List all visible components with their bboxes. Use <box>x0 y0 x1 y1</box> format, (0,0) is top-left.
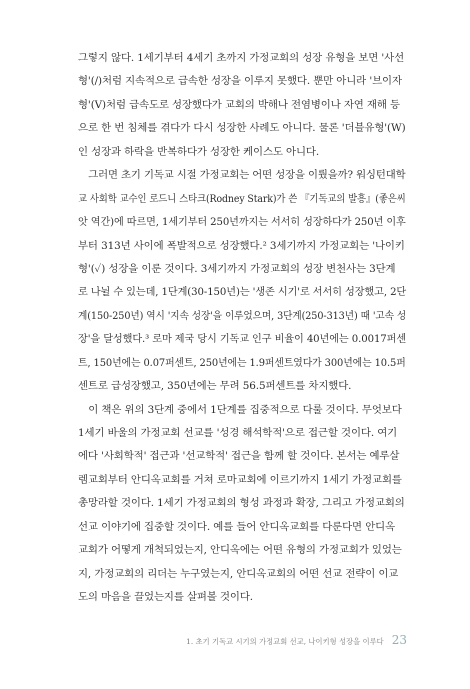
text-line: 계(150-250년) 역시 '지속 성장'을 이루었으며, 3단계(250-313년) 때 '고속 성 <box>78 309 407 322</box>
text-line: 에다 '사회학적' 접근과 '선교학적' 접근을 함께 할 것이다. 본서는 예루살 <box>78 450 400 463</box>
text-line: 지, 가정교회의 리더는 누구였는지, 안디옥교회의 어떤 선교 전략이 이교 <box>78 567 399 580</box>
text-line: 이 책은 위의 3단계 중에서 1단계를 집중적으로 다룰 것이다. 무엇보다 <box>78 403 402 416</box>
text-line: 로 나뉠 수 있는데, 1단계(30-150년)는 '생존 시기'로 서서히 성장했고, 2단 <box>78 286 407 299</box>
text-line: 선교 이야기에 집중할 것이다. 예를 들어 안디옥교회를 다룬다면 안디옥 <box>78 520 396 533</box>
text-line: 형'(✓) 성장을 이룬 것이다. 3세기까지 가정교회의 성장 변천사는 3단계 <box>78 262 396 275</box>
text-line: 부터 313년 사이에 폭발적으로 성장했다.² 3세기까지 가정교회는 '나이키 <box>78 239 405 252</box>
text-line: 그러면 초기 기독교 시절 가정교회는 어떤 성장을 이뤘을까? 워싱턴대학 <box>78 169 406 182</box>
text-line: 그렇지 않다. 1세기부터 4세기 초까지 가정교회의 성장 유형을 보면 '사선 <box>78 52 405 64</box>
text-line: 교 사회학 교수인 로드니 스타크(Rodney Stark)가 쓴 『기독교의 발흥』(좋은씨 <box>78 192 406 205</box>
text-line: 앗 역간)에 따르면, 1세기부터 250년까지는 서서히 성장하다가 250년 이후 <box>78 216 406 229</box>
running-head: 1. 초기 기독교 시기의 가정교회 선교, 나이키형 성장을 이루다 <box>186 637 384 646</box>
text-line: 총망라할 것이다. 1세기 가정교회의 형성 과정과 확장, 그리고 가정교회의 <box>78 497 405 510</box>
page-footer <box>175 633 407 647</box>
text-line: 형'(/)처럼 지속적으로 급속한 성장을 이루지 못했다. 뿐만 아니라 '브이자 <box>78 75 402 88</box>
text-line: 1세기 바울의 가정교회 선교를 '성경 해석학적'으로 접근할 것이다. 여기 <box>78 427 398 439</box>
text-line: 장'을 달성했다.³ 로마 제국 당시 기독교 인구 비율이 40년에는 0.0017퍼센 <box>78 333 407 346</box>
body-text <box>78 47 406 610</box>
text-line: 트, 150년에는 0.07퍼센트, 250년에는 1.9퍼센트였다가 300년에는 10.5퍼 <box>78 356 406 369</box>
text-line: 인 성장과 하락을 반복하다가 성장한 케이스도 아니다. <box>78 145 320 158</box>
page-number: 23 <box>391 633 407 647</box>
text-line: 도의 마음을 끌었는지를 살펴볼 것이다. <box>78 591 254 604</box>
text-line: 으로 한 번 침체를 겪다가 다시 성장한 사례도 아니다. 물론 '더블유형'(W) <box>78 122 406 135</box>
text-line: 형'(V)처럼 급속도로 성장했다가 교회의 박해나 전염병이나 자연 재해 등 <box>78 98 400 111</box>
text-line: 센트로 급성장했고, 350년에는 무려 56.5퍼센트를 차지했다. <box>78 380 352 393</box>
text-line: 교회가 어떻게 개척되었는지, 안디옥에는 어떤 유형의 가정교회가 있었는 <box>78 544 402 557</box>
text-line: 렘교회부터 안디옥교회를 거쳐 로마교회에 이르기까지 1세기 가정교회를 <box>78 473 402 486</box>
